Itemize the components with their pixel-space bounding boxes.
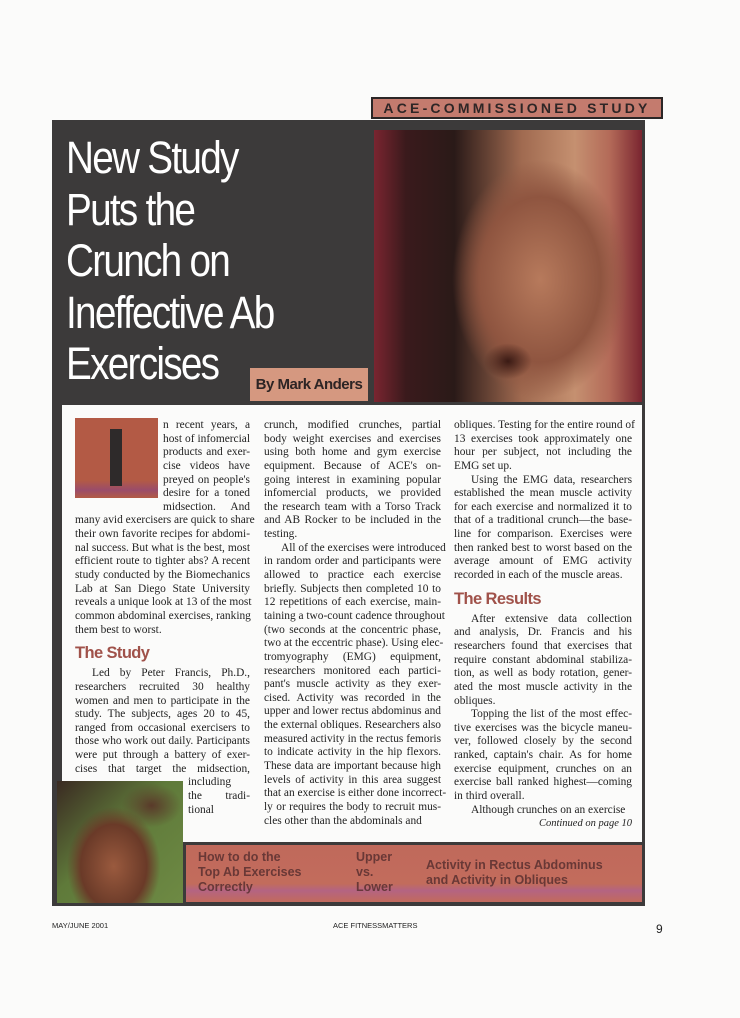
- text-line: tive exercises was the bicycle maneu-: [454, 721, 632, 734]
- text-line: and analysis, Dr. Francis and his: [454, 626, 632, 639]
- text-line: going interest in examining popular: [264, 473, 441, 486]
- text-line: allowed to practice each exercise: [264, 569, 441, 582]
- text-line: Using the EMG data, researchers: [471, 473, 632, 486]
- text-line: researchers recruited 30 healthy: [75, 680, 250, 693]
- text-line: them best to worst.: [75, 623, 162, 636]
- text-line: exercise ball ranked highest—coming: [454, 776, 632, 789]
- text-line: that of a traditional crunch—the base-: [454, 514, 632, 527]
- text-line: study conducted by the Biomechanics: [75, 569, 250, 582]
- text-line: obliques. Testing for the entire round of: [454, 419, 635, 431]
- teaser-how-to: How to do the Top Ab Exercises Correctly: [198, 850, 302, 894]
- text-line: recorded in each of the muscle areas.: [454, 569, 623, 582]
- article-title: [66, 132, 274, 390]
- byline: By Mark Anders: [250, 368, 368, 401]
- text-line: equipment. Because of ACE's on-: [264, 459, 441, 472]
- title-line: Puts the: [66, 183, 195, 235]
- text-line: ly or requires the body to recruit mus-: [264, 800, 441, 813]
- text-line: including: [188, 776, 232, 789]
- text-line: (two seconds at the concentric phase,: [264, 623, 441, 636]
- text-line: 12 repetitions of each exercise, main-: [264, 596, 441, 609]
- text-line: infomercial products, we provided: [264, 487, 441, 500]
- paragraph: [264, 419, 447, 828]
- text-line: cles other than the abdominals and: [264, 814, 422, 827]
- title-line: Ineffective Ab: [66, 286, 274, 338]
- sidebar-teaser-bar: [186, 845, 642, 902]
- footer-issue: MAY/JUNE 2001: [52, 921, 109, 930]
- text-line: briefly. Subjects then completed 10 to: [264, 582, 441, 595]
- column-1: [75, 419, 255, 817]
- text-line: exercise equipment, crunches on an: [454, 762, 632, 775]
- text-line: the research team with a Torso Track: [264, 500, 441, 513]
- paragraph: [454, 419, 635, 583]
- text-line: two at the eccentric phase). Using elec-: [264, 637, 444, 650]
- text-line: cise videos have: [163, 459, 250, 472]
- text-line: and AB Rocker to be included in the: [264, 514, 441, 527]
- text-line: cised. Activity was recorded in the: [264, 691, 441, 704]
- text-line: upper and lower rectus abdominus and: [264, 705, 441, 718]
- section-heading: The Results: [454, 589, 541, 608]
- text-line: host of infomercial: [163, 432, 250, 445]
- text-line: efficient route to tighter abs? A recent: [75, 555, 250, 568]
- text-line: their own favorite recipes for abdomi-: [75, 528, 250, 541]
- text-line: ated the most muscle activity in the: [454, 680, 632, 693]
- man-photo: [57, 781, 183, 903]
- text-line: line for comparison. Exercises were: [454, 528, 632, 541]
- text-line: in third overall.: [454, 790, 525, 803]
- text-line: ver, followed closely by the second: [454, 735, 632, 748]
- text-line: ranged from occasional exercisers to: [75, 721, 250, 734]
- column-2: [264, 419, 447, 828]
- text-line: n recent years, a: [163, 419, 250, 431]
- text-line: researchers monitored each partici-: [264, 664, 441, 677]
- text-line: ranked, captain's chair. As for home: [454, 749, 632, 762]
- text-line: that an exercise is either done incorrect-: [264, 787, 447, 800]
- page-number: 9: [656, 922, 663, 936]
- text-line: to indicate activity in the hip flexors.: [264, 746, 441, 759]
- text-line: using both home and gym exercise: [264, 446, 441, 459]
- text-line: women and men to participate in the: [75, 694, 250, 707]
- footer-publication: ACE FITNESSMATTERS: [333, 921, 418, 930]
- text-line: hour per subject, not including the: [454, 446, 632, 459]
- text-line: the tradi-: [188, 790, 250, 803]
- text-line: EMG set up.: [454, 459, 512, 472]
- text-line: for each exercise and normalized it to: [454, 500, 632, 513]
- text-line: were put through a battery of exer-: [75, 749, 250, 762]
- text-line: Lab at San Diego State University: [75, 582, 250, 595]
- text-line: taining a two-count cadence throughout: [264, 609, 445, 622]
- text-line: tional: [188, 803, 214, 816]
- text-line: in random order and participants were: [264, 555, 441, 568]
- title-line: New Study: [66, 132, 238, 183]
- teaser-upper-vs-lower: Upper vs. Lower: [356, 850, 393, 894]
- text-line: testing.: [264, 528, 298, 541]
- continued-note: Continued on page 10: [538, 818, 632, 830]
- text-line: common abdominal exercises, ranking: [75, 609, 251, 622]
- text-line: These data are important because high: [264, 760, 441, 773]
- section-tag: ACE-COMMISSIONED STUDY: [371, 97, 663, 119]
- text-line: preyed on people's: [163, 473, 250, 486]
- abs-photo: [374, 130, 642, 402]
- text-line: average amount of EMG activity: [454, 555, 632, 568]
- text-line: those who work out daily. Participants: [75, 735, 250, 748]
- text-line: desire for a toned: [163, 487, 250, 500]
- text-line: Led by Peter Francis, Ph.D.,: [92, 667, 250, 680]
- text-line: reveals a unique look at 13 of the most: [75, 596, 252, 609]
- text-line: study. The subjects, ages 20 to 45,: [75, 708, 250, 721]
- text-line: obliques.: [454, 694, 496, 707]
- text-line: levels of activity in this area suggest: [264, 773, 441, 786]
- text-line: then ranked best to worst based on the: [454, 541, 632, 554]
- text-line: tromyography (EMG) equipment,: [264, 650, 441, 663]
- title-line: Exercises: [66, 338, 219, 389]
- text-line: After extensive data collection: [471, 612, 632, 625]
- text-line: the external obliques. Researchers also: [264, 719, 441, 732]
- text-line: midsection. And: [163, 500, 250, 513]
- paragraph: [454, 613, 632, 818]
- text-line: pant's muscle activity as they exer-: [264, 678, 441, 691]
- text-line: Topping the list of the most effec-: [471, 708, 632, 721]
- text-line: require constant abdominal stabiliza-: [454, 653, 632, 666]
- column-3: [454, 419, 635, 831]
- text-line: many avid exercisers are quick to share: [75, 514, 255, 527]
- text-line: measured activity in the rectus femoris: [264, 732, 441, 745]
- text-line: cises that target the midsection,: [75, 762, 250, 775]
- title-line: Crunch on: [66, 235, 230, 286]
- text-line: products and exer-: [163, 446, 250, 459]
- text-line: Although crunches on an exercise: [471, 803, 626, 816]
- text-line: crunch, modified crunches, partial: [264, 419, 441, 431]
- section-heading: The Study: [75, 644, 150, 663]
- teaser-activity: Activity in Rectus Abdominus and Activity in Obliques: [426, 858, 603, 887]
- text-line: nal success. But what is the best, most: [75, 541, 250, 554]
- paragraph: [75, 419, 255, 637]
- text-line: 13 exercises took approximately one: [454, 432, 632, 445]
- text-line: established the mean muscle activity: [454, 487, 632, 500]
- text-line: researchers found that exercises that: [454, 639, 632, 652]
- text-line: tion, as well as body rotation, gener-: [454, 667, 632, 680]
- text-line: All of the exercises were introduced: [281, 541, 446, 554]
- text-line: body weight exercises and exercises: [264, 432, 441, 445]
